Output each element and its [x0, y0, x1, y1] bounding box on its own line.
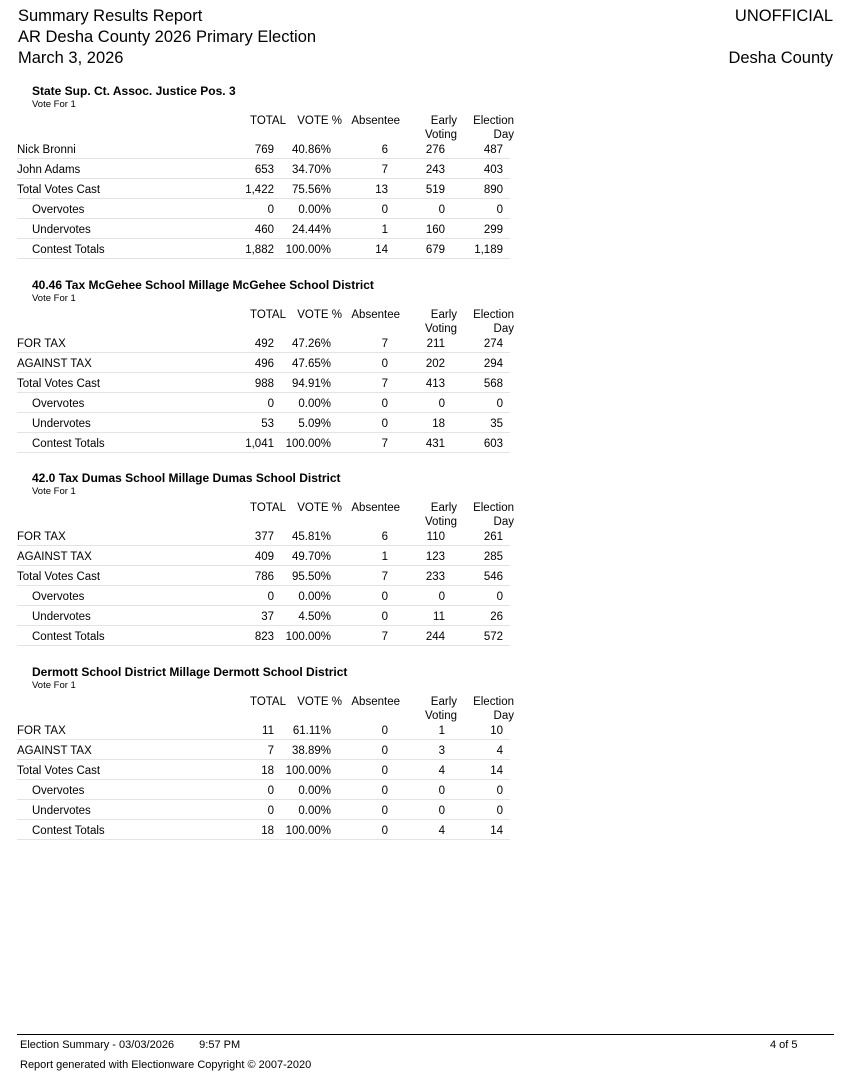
early-voting-cell: 0: [438, 398, 445, 410]
total-cell: 53: [261, 418, 274, 430]
early-voting-cell: 431: [425, 438, 445, 450]
col-vote-pct-header: [297, 696, 342, 710]
total-cell: 769: [254, 144, 274, 156]
footer-generated: Report generated with Electionware Copyright © 2007-2020: [20, 1059, 312, 1071]
row-label: Total Votes Cast: [17, 571, 101, 583]
column-header-line: Absentee: [351, 309, 400, 321]
absentee-cell: 0: [381, 204, 388, 216]
col-election-day-header: [473, 309, 514, 336]
early-voting-cell: 18: [432, 418, 445, 430]
vote-pct-cell: 100.00%: [285, 244, 331, 256]
result-row: [0, 803, 510, 823]
col-vote-pct-header: [297, 309, 342, 323]
vote-pct-cell: 40.86%: [291, 144, 331, 156]
total-cell: 0: [267, 785, 274, 797]
col-absentee-header: [351, 502, 400, 516]
early-voting-cell: 160: [425, 224, 445, 236]
total-cell: 1,882: [245, 244, 274, 256]
column-header-line: TOTAL: [250, 115, 286, 127]
column-header-line: VOTE %: [297, 115, 342, 127]
page-number: 4 of 5: [770, 1039, 798, 1051]
result-row: [0, 743, 510, 763]
report-status-block: [728, 6, 833, 69]
absentee-cell: 7: [381, 164, 388, 176]
row-divider: [17, 645, 510, 646]
row-divider: [17, 432, 510, 433]
election-day-cell: 274: [483, 338, 503, 350]
column-header-line: Early: [430, 696, 457, 708]
total-cell: 409: [254, 551, 274, 563]
result-row: [0, 589, 510, 609]
vote-for-label: Vote For 1: [32, 99, 76, 110]
total-cell: 377: [254, 531, 274, 543]
report-title: Summary Results Report: [18, 7, 203, 25]
early-voting-cell: 4: [438, 765, 445, 777]
column-header-line: Voting: [425, 709, 457, 722]
row-label: Overvotes: [32, 398, 85, 410]
election-day-cell: 299: [483, 224, 503, 236]
total-cell: 7: [267, 745, 274, 757]
election-day-cell: 285: [483, 551, 503, 563]
early-voting-cell: 0: [438, 204, 445, 216]
row-divider: [17, 178, 510, 179]
absentee-cell: 0: [381, 611, 388, 623]
row-label: Total Votes Cast: [17, 378, 101, 390]
total-cell: 823: [254, 631, 274, 643]
absentee-cell: 0: [381, 745, 388, 757]
row-divider: [17, 452, 510, 453]
column-header-line: Election: [473, 696, 514, 708]
row-divider: [17, 352, 510, 353]
result-row: [0, 723, 510, 743]
column-header-line: Day: [493, 709, 514, 722]
absentee-cell: 6: [381, 144, 388, 156]
contest-title: State Sup. Ct. Assoc. Justice Pos. 3: [32, 84, 236, 98]
vote-pct-cell: 0.00%: [298, 591, 331, 603]
vote-pct-cell: 100.00%: [285, 765, 331, 777]
total-cell: 653: [254, 164, 274, 176]
row-divider: [17, 238, 510, 239]
unofficial-label: UNOFFICIAL: [734, 7, 833, 25]
result-row: [0, 162, 510, 182]
early-voting-cell: 519: [425, 184, 445, 196]
row-label: Undervotes: [32, 418, 91, 430]
election-day-cell: 890: [483, 184, 503, 196]
row-divider: [17, 158, 510, 159]
result-row: [0, 242, 510, 262]
election-day-cell: 0: [496, 805, 503, 817]
election-day-cell: 26: [490, 611, 503, 623]
col-total-header: [250, 502, 286, 516]
row-divider: [17, 545, 510, 546]
row-label: FOR TAX: [17, 725, 66, 737]
row-label: Overvotes: [32, 204, 85, 216]
column-header-line: Early: [430, 502, 457, 514]
column-header-line: VOTE %: [297, 502, 342, 514]
vote-pct-cell: 47.26%: [291, 338, 331, 350]
row-divider: [17, 372, 510, 373]
vote-pct-cell: 94.91%: [291, 378, 331, 390]
total-cell: 786: [254, 571, 274, 583]
early-voting-cell: 0: [438, 591, 445, 603]
vote-pct-cell: 95.50%: [291, 571, 331, 583]
result-row: [0, 416, 510, 436]
result-row: [0, 569, 510, 589]
row-label: Contest Totals: [32, 825, 105, 837]
row-label: AGAINST TAX: [17, 551, 92, 563]
column-header-line: Day: [493, 322, 514, 335]
row-label: Undervotes: [32, 805, 91, 817]
footer-summary: [20, 1039, 240, 1051]
vote-pct-cell: 61.11%: [292, 725, 331, 737]
election-day-cell: 546: [483, 571, 503, 583]
election-day-cell: 403: [483, 164, 503, 176]
column-header-line: Voting: [425, 515, 457, 528]
result-row: [0, 142, 510, 162]
early-voting-cell: 0: [438, 785, 445, 797]
column-header-line: Absentee: [351, 502, 400, 514]
column-header-line: Voting: [425, 322, 457, 335]
early-voting-cell: 110: [426, 531, 445, 543]
election-day-cell: 0: [496, 398, 503, 410]
contest-title: 42.0 Tax Dumas School Millage Dumas School District: [32, 471, 341, 485]
vote-pct-cell: 34.70%: [291, 164, 331, 176]
column-header-line: Early: [430, 309, 457, 321]
row-label: Total Votes Cast: [17, 765, 101, 777]
vote-pct-cell: 0.00%: [298, 204, 331, 216]
result-row: [0, 182, 510, 202]
total-cell: 18: [261, 825, 274, 837]
row-divider: [17, 839, 510, 840]
row-divider: [17, 759, 510, 760]
result-row: [0, 356, 510, 376]
result-row: [0, 783, 510, 803]
vote-for-label: Vote For 1: [32, 680, 76, 691]
col-early-voting-header: [425, 696, 457, 723]
column-header-line: Absentee: [351, 696, 400, 708]
row-divider: [17, 218, 510, 219]
row-divider: [17, 799, 510, 800]
result-row: [0, 529, 510, 549]
absentee-cell: 0: [381, 785, 388, 797]
result-row: [0, 823, 510, 843]
vote-pct-cell: 100.00%: [285, 438, 331, 450]
row-label: AGAINST TAX: [17, 745, 92, 757]
contest-title: 40.46 Tax McGehee School Millage McGehee School District: [32, 278, 374, 292]
election-date: March 3, 2026: [18, 49, 124, 67]
row-divider: [17, 819, 510, 820]
col-absentee-header: [351, 309, 400, 323]
column-header-line: TOTAL: [250, 309, 286, 321]
election-day-cell: 1,189: [474, 244, 503, 256]
col-total-header: [250, 309, 286, 323]
report-header: [18, 6, 316, 69]
row-label: Total Votes Cast: [17, 184, 101, 196]
absentee-cell: 0: [381, 725, 388, 737]
col-early-voting-header: [425, 502, 457, 529]
row-label: Nick Bronni: [17, 144, 76, 156]
absentee-cell: 1: [381, 551, 388, 563]
column-header-line: Day: [493, 515, 514, 528]
total-cell: 0: [267, 591, 274, 603]
vote-pct-cell: 100.00%: [285, 631, 331, 643]
row-label: Contest Totals: [32, 438, 105, 450]
result-row: [0, 609, 510, 629]
result-row: [0, 396, 510, 416]
early-voting-cell: 233: [425, 571, 445, 583]
absentee-cell: 0: [381, 765, 388, 777]
result-row: [0, 629, 510, 649]
vote-pct-cell: 49.70%: [291, 551, 331, 563]
election-day-cell: 568: [483, 378, 503, 390]
col-vote-pct-header: [297, 502, 342, 516]
result-row: [0, 202, 510, 222]
result-row: [0, 222, 510, 242]
footer-time: 9:57 PM: [199, 1039, 241, 1051]
early-voting-cell: 276: [425, 144, 445, 156]
column-header-line: TOTAL: [250, 502, 286, 514]
contest-title: Dermott School District Millage Dermott School District: [32, 665, 348, 679]
column-header-line: Election: [473, 502, 514, 514]
row-divider: [17, 198, 510, 199]
total-cell: 0: [267, 204, 274, 216]
total-cell: 0: [267, 805, 274, 817]
absentee-cell: 6: [381, 531, 388, 543]
early-voting-cell: 123: [425, 551, 445, 563]
row-divider: [17, 625, 510, 626]
vote-pct-cell: 47.65%: [291, 358, 331, 370]
result-row: [0, 336, 510, 356]
early-voting-cell: 211: [426, 338, 445, 350]
col-election-day-header: [473, 502, 514, 529]
total-cell: 37: [261, 611, 274, 623]
vote-pct-cell: 24.44%: [291, 224, 331, 236]
county-name: Desha County: [728, 49, 833, 67]
total-cell: 492: [254, 338, 274, 350]
total-cell: 0: [267, 398, 274, 410]
absentee-cell: 0: [381, 825, 388, 837]
early-voting-cell: 679: [425, 244, 445, 256]
absentee-cell: 0: [381, 805, 388, 817]
absentee-cell: 7: [381, 338, 388, 350]
vote-pct-cell: 5.09%: [298, 418, 331, 430]
absentee-cell: 7: [381, 378, 388, 390]
absentee-cell: 0: [381, 398, 388, 410]
absentee-cell: 7: [381, 438, 388, 450]
footer-divider: [17, 1034, 834, 1035]
vote-pct-cell: 100.00%: [285, 825, 331, 837]
row-label: Contest Totals: [32, 244, 105, 256]
early-voting-cell: 244: [425, 631, 445, 643]
total-cell: 1,041: [245, 438, 274, 450]
column-header-line: TOTAL: [250, 696, 286, 708]
election-day-cell: 0: [496, 591, 503, 603]
election-day-cell: 4: [496, 745, 503, 757]
absentee-cell: 7: [381, 571, 388, 583]
row-divider: [17, 779, 510, 780]
election-day-cell: 294: [483, 358, 503, 370]
early-voting-cell: 413: [425, 378, 445, 390]
vote-pct-cell: 0.00%: [298, 805, 331, 817]
absentee-cell: 0: [381, 358, 388, 370]
absentee-cell: 13: [375, 184, 388, 196]
row-divider: [17, 605, 510, 606]
vote-pct-cell: 0.00%: [298, 398, 331, 410]
election-day-cell: 14: [490, 765, 503, 777]
column-header-line: Absentee: [351, 115, 400, 127]
col-absentee-header: [351, 115, 400, 129]
column-header-line: VOTE %: [297, 309, 342, 321]
col-early-voting-header: [425, 115, 457, 142]
absentee-cell: 14: [375, 244, 388, 256]
election-name: AR Desha County 2026 Primary Election: [18, 28, 317, 46]
col-total-header: [250, 696, 286, 710]
result-row: [0, 376, 510, 396]
row-label: Undervotes: [32, 224, 91, 236]
vote-pct-cell: 45.81%: [291, 531, 331, 543]
election-day-cell: 0: [496, 785, 503, 797]
total-cell: 1,422: [245, 184, 274, 196]
vote-for-label: Vote For 1: [32, 486, 76, 497]
election-day-cell: 487: [483, 144, 503, 156]
election-day-cell: 10: [490, 725, 503, 737]
absentee-cell: 1: [381, 224, 388, 236]
row-divider: [17, 392, 510, 393]
column-header-line: Voting: [425, 128, 457, 141]
vote-pct-cell: 0.00%: [298, 785, 331, 797]
col-absentee-header: [351, 696, 400, 710]
column-header-line: Election: [473, 309, 514, 321]
early-voting-cell: 3: [438, 745, 445, 757]
absentee-cell: 0: [381, 591, 388, 603]
row-label: Undervotes: [32, 611, 91, 623]
column-header-line: Early: [430, 115, 457, 127]
result-row: [0, 549, 510, 569]
row-label: Overvotes: [32, 591, 85, 603]
col-vote-pct-header: [297, 115, 342, 129]
election-day-cell: 0: [496, 204, 503, 216]
row-divider: [17, 565, 510, 566]
early-voting-cell: 4: [438, 825, 445, 837]
footer-summary-text: Election Summary - 03/03/2026: [20, 1039, 175, 1051]
early-voting-cell: 202: [425, 358, 445, 370]
total-cell: 496: [254, 358, 274, 370]
early-voting-cell: 243: [425, 164, 445, 176]
early-voting-cell: 0: [438, 805, 445, 817]
row-label: Contest Totals: [32, 631, 105, 643]
vote-pct-cell: 38.89%: [291, 745, 331, 757]
early-voting-cell: 1: [438, 725, 445, 737]
total-cell: 460: [254, 224, 274, 236]
column-header-line: Day: [493, 128, 514, 141]
column-header-line: VOTE %: [297, 696, 342, 708]
election-day-cell: 14: [490, 825, 503, 837]
total-cell: 11: [262, 725, 274, 737]
early-voting-cell: 11: [433, 611, 445, 623]
vote-pct-cell: 75.56%: [291, 184, 331, 196]
result-row: [0, 763, 510, 783]
column-header-line: Election: [473, 115, 514, 127]
col-early-voting-header: [425, 309, 457, 336]
row-divider: [17, 585, 510, 586]
election-day-cell: 572: [483, 631, 503, 643]
row-label: FOR TAX: [17, 531, 66, 543]
row-divider: [17, 739, 510, 740]
result-row: [0, 436, 510, 456]
col-total-header: [250, 115, 286, 129]
absentee-cell: 0: [381, 418, 388, 430]
row-divider: [17, 258, 510, 259]
election-day-cell: 603: [483, 438, 503, 450]
election-day-cell: 261: [483, 531, 503, 543]
vote-for-label: Vote For 1: [32, 293, 76, 304]
vote-pct-cell: 4.50%: [298, 611, 331, 623]
row-label: Overvotes: [32, 785, 85, 797]
total-cell: 18: [261, 765, 274, 777]
col-election-day-header: [473, 115, 514, 142]
total-cell: 988: [254, 378, 274, 390]
absentee-cell: 7: [381, 631, 388, 643]
row-label: John Adams: [17, 164, 81, 176]
row-label: FOR TAX: [17, 338, 66, 350]
row-label: AGAINST TAX: [17, 358, 92, 370]
row-divider: [17, 412, 510, 413]
col-election-day-header: [473, 696, 514, 723]
election-day-cell: 35: [490, 418, 503, 430]
